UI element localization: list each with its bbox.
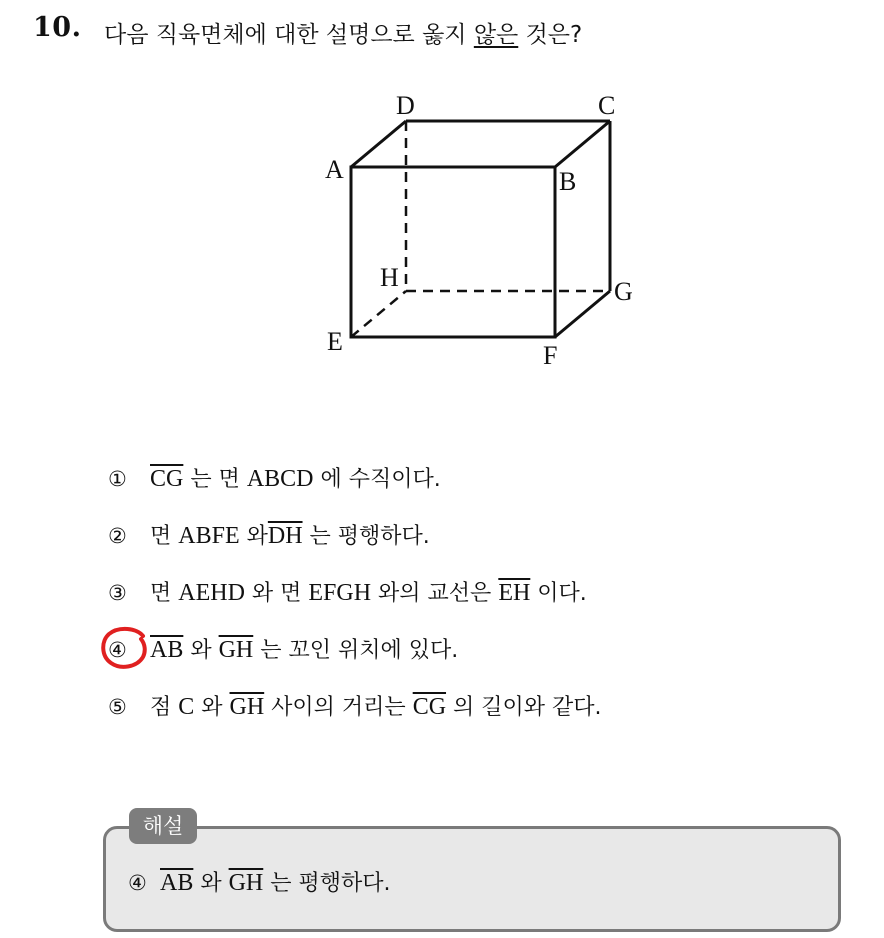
text-run: 는 평행하다. xyxy=(263,871,391,896)
vertex-label-E: E xyxy=(327,327,343,356)
text-run: ABFE xyxy=(178,523,240,549)
option-1[interactable]: ① $\overline{CG}$ 는 면 ABCD 에 수직이다. xyxy=(108,466,441,492)
text-run: 에 수직이다. xyxy=(313,467,441,492)
segment-notation: $\overline{EH}$ xyxy=(498,580,531,606)
text-run: 는 꼬인 위치에 있다. xyxy=(253,638,459,663)
text-run: C xyxy=(178,694,195,720)
text-run: 점 xyxy=(150,695,179,720)
vertex-label-C: C xyxy=(598,91,616,120)
cuboid-figure xyxy=(0,0,884,420)
question-number: 10. xyxy=(33,12,82,43)
segment-notation: $\overline{AB}$ xyxy=(150,637,184,663)
edge-EH xyxy=(351,291,406,337)
segment-notation: $\overline{CG}$ xyxy=(412,694,447,720)
text-run: 의 길이와 같다. xyxy=(446,695,602,720)
text-run: 와 xyxy=(239,524,268,549)
solution-text xyxy=(128,866,391,900)
segment-notation: $\overline{GH}$ xyxy=(218,637,254,663)
text-run: 와 xyxy=(194,695,230,720)
vertex-label-F: F xyxy=(543,341,558,370)
text-run: AEHD xyxy=(178,580,245,606)
option-2[interactable]: ② 면 ABFE 와$\overline{DH}$ 는 평행하다. xyxy=(108,523,430,549)
vertex-label-H: H xyxy=(380,263,399,292)
text-run: 이다. xyxy=(530,581,587,606)
option-3[interactable]: ③ 면 AEHD 와 면 EFGH 와의 교선은 $\overline{EH}$ 이다. xyxy=(108,580,587,606)
segment-notation: $\overline{CG}$ xyxy=(150,466,184,492)
text-run: ABCD xyxy=(246,466,314,492)
edge-FG xyxy=(555,291,610,337)
text-run: 와 xyxy=(183,638,219,663)
option-5[interactable]: ⑤ 점 C 와 $\overline{GH}$ 사이의 거리는 $\overline{CG}$ 의 길이와 같다. xyxy=(108,694,602,720)
text-run: EFGH xyxy=(308,580,372,606)
vertex-label-D: D xyxy=(396,91,415,120)
text-run: 사이의 거리는 xyxy=(264,695,413,720)
text-run: 면 xyxy=(150,581,179,606)
text-run: 면 xyxy=(150,524,179,549)
emphasis-underline: 않은 xyxy=(473,22,519,48)
option-4[interactable]: ④ $\overline{AB}$ 와 $\overline{GH}$ 는 꼬인 위치에 있다. xyxy=(108,637,459,663)
text-run: 와 면 xyxy=(244,581,309,606)
segment-notation: $\overline{GH}$ xyxy=(228,870,264,896)
text-run: 는 면 xyxy=(183,467,247,492)
segment-notation: $\overline{AB}$ xyxy=(160,870,194,896)
vertex-label-A: A xyxy=(325,155,344,184)
vertex-label-B: B xyxy=(559,167,577,196)
cuboid-edges xyxy=(351,121,610,337)
text-run: 와 xyxy=(193,871,229,896)
question-text: 다음 직육면체에 대한 설명으로 옳지 않은 것은? xyxy=(104,22,583,48)
segment-notation: $\overline{GH}$ xyxy=(229,694,265,720)
vertex-label-G: G xyxy=(614,277,633,306)
text-run: 와의 교선은 xyxy=(371,581,499,606)
segment-notation: $\overline{DH}$ xyxy=(267,523,303,549)
edge-BC xyxy=(555,121,610,167)
solution-tag: 해설 xyxy=(129,808,197,844)
edge-AD xyxy=(351,121,406,167)
option-number: ④ xyxy=(128,871,147,895)
text-run: 는 평행하다. xyxy=(302,524,430,549)
answer-mark-circle xyxy=(99,626,149,672)
